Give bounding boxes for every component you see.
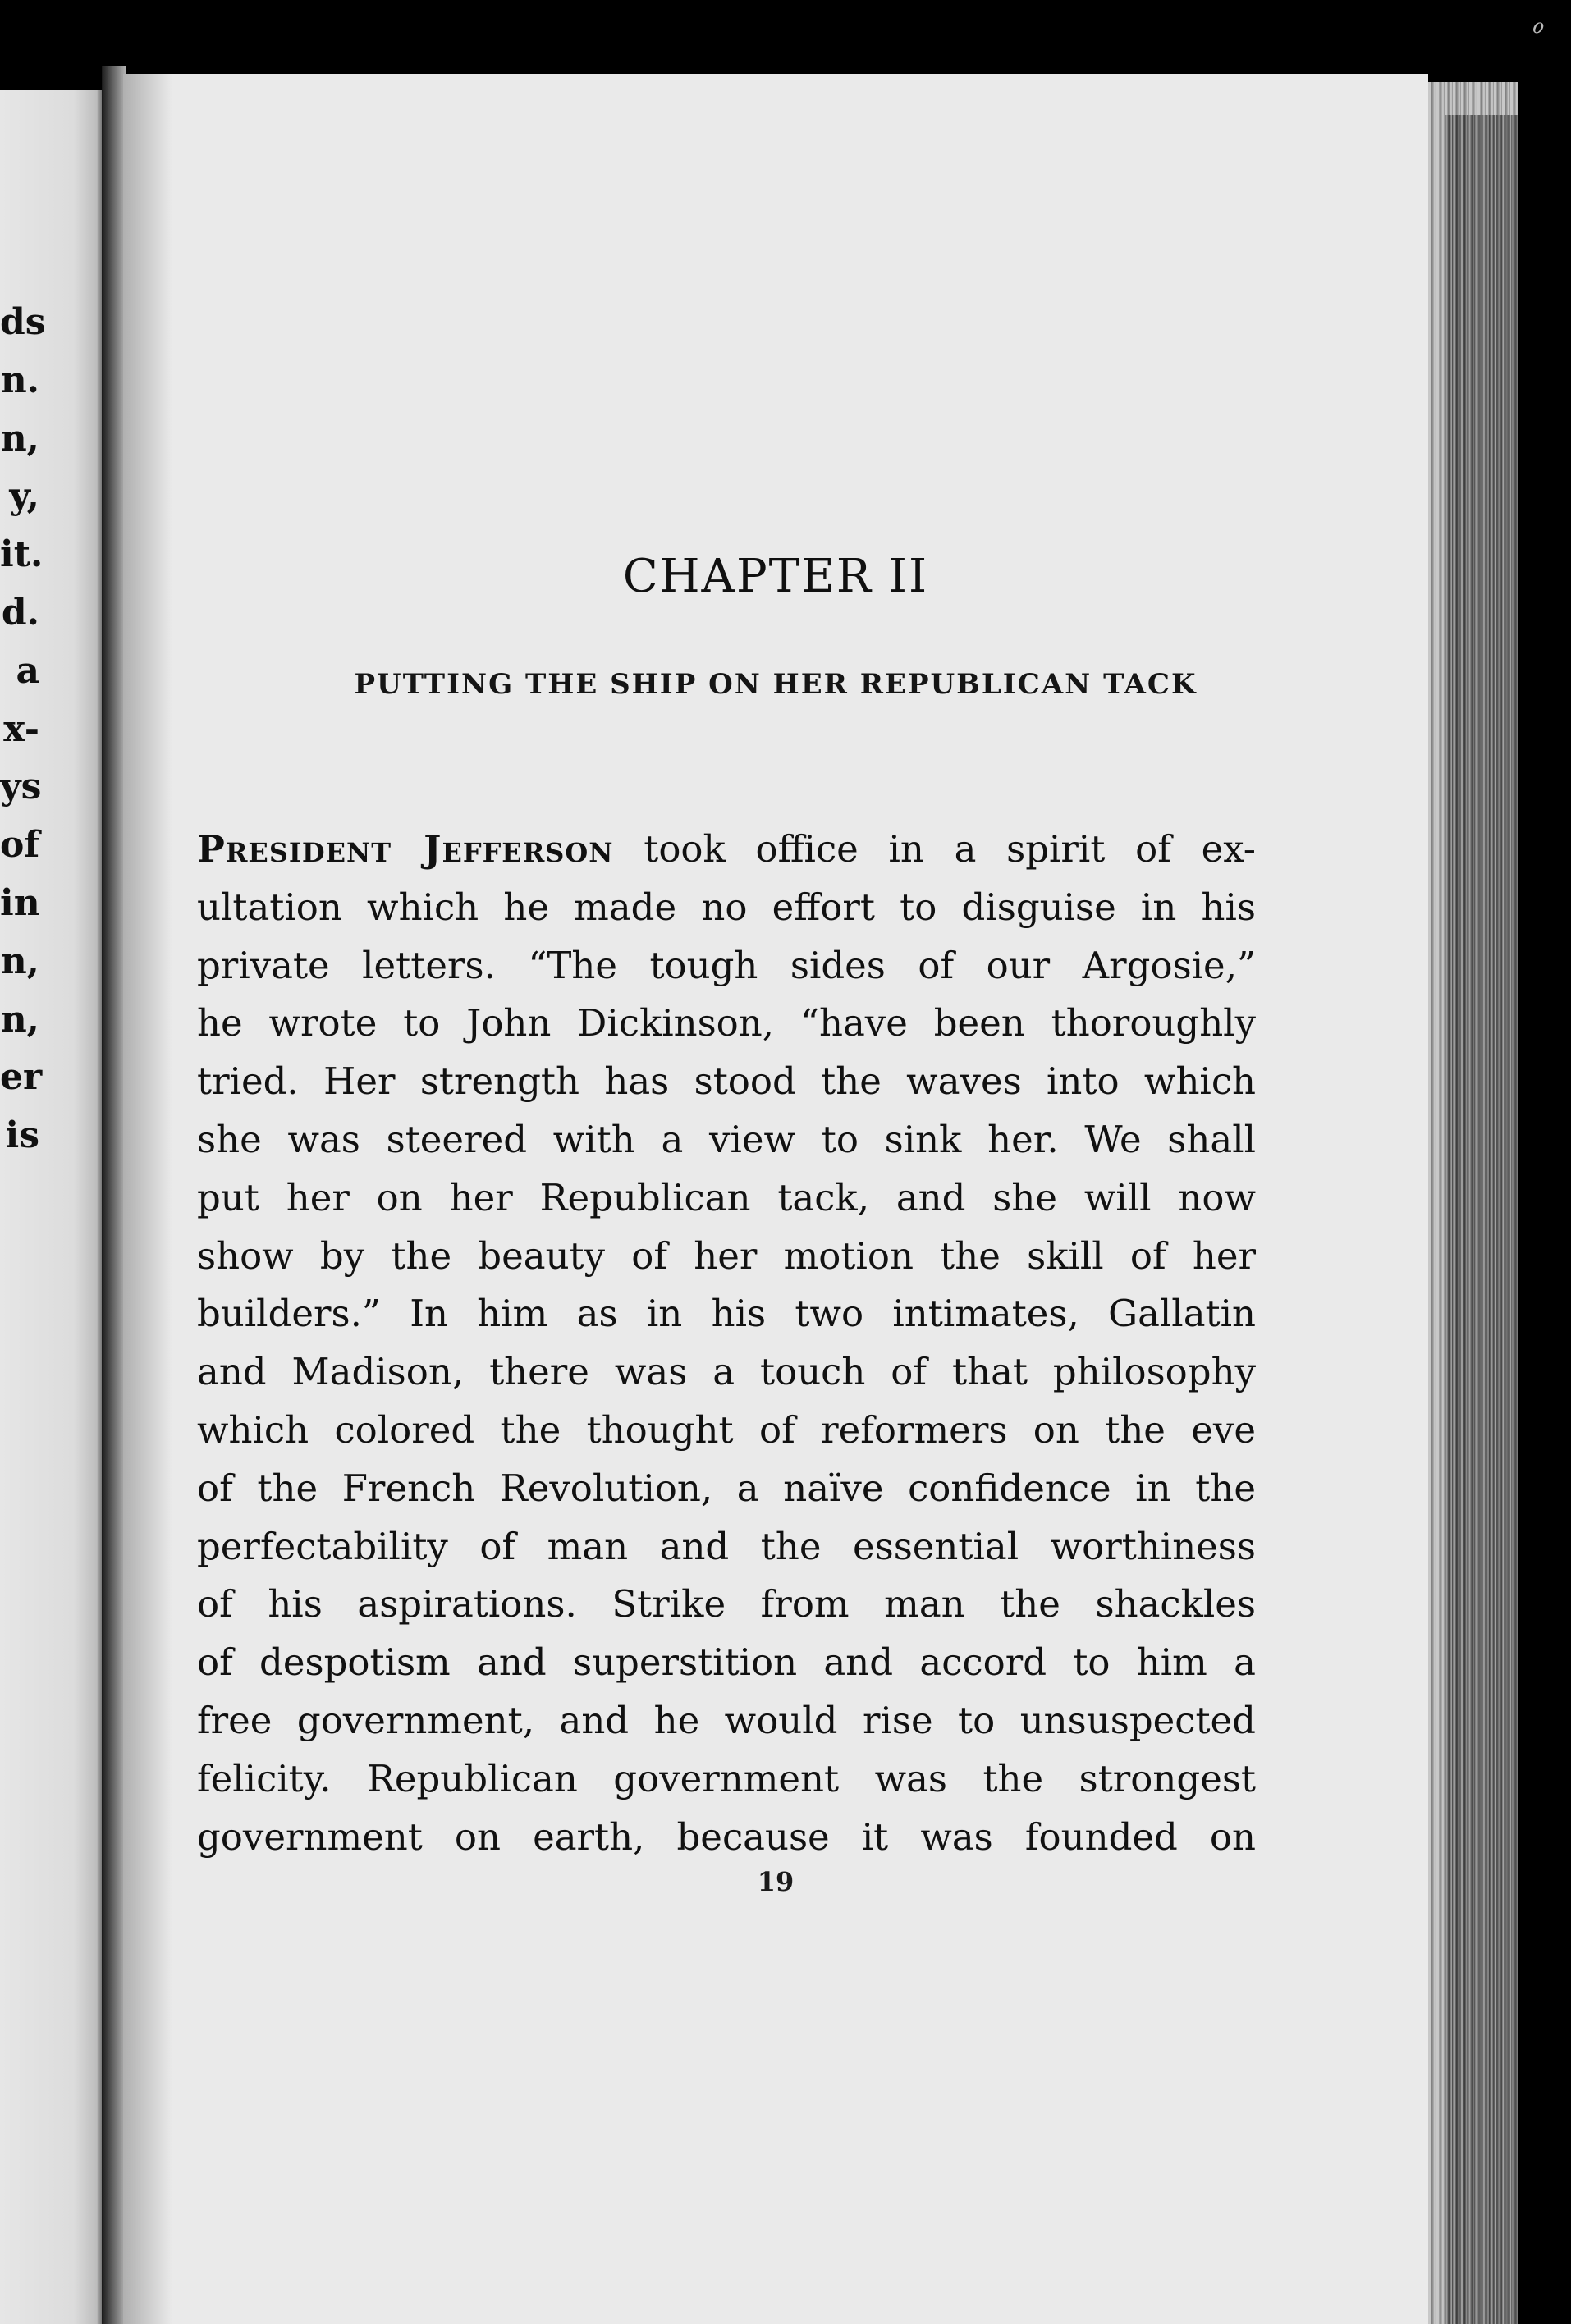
- text-line: of despotism and superstition and accord to him a: [197, 1640, 1256, 1685]
- page-binding-shadow: [123, 74, 172, 2324]
- text-line: of the French Revolution, a naïve confidence in the: [197, 1466, 1256, 1510]
- left-fragment: n,: [0, 998, 39, 1041]
- chapter-heading: CHAPTER II: [622, 550, 929, 603]
- text-line: free government, and he would rise to unsuspected: [197, 1698, 1256, 1742]
- left-fragment: is: [5, 1114, 39, 1157]
- left-fragment: in: [0, 881, 40, 924]
- left-fragment: n.: [0, 359, 39, 401]
- main-page: [123, 74, 1428, 2324]
- left-fragment: ys: [0, 766, 42, 808]
- left-fragment: x-: [3, 707, 39, 750]
- text-line: ultation which he made no effort to disguise in his: [197, 885, 1256, 929]
- text-line: and Madison, there was a touch of that philosophy: [197, 1350, 1256, 1394]
- text-line: [197, 821, 1256, 879]
- text-line: show by the beauty of her motion the skill of her: [197, 1233, 1256, 1278]
- left-fragment: of: [0, 824, 40, 867]
- body-text: [197, 821, 1256, 1866]
- left-fragment: n,: [0, 940, 39, 982]
- text-line: tried. Her strength has stood the waves into which: [197, 1059, 1256, 1104]
- left-fragment: y,: [9, 475, 39, 518]
- text-line: which colored the thought of reformers on the eve: [197, 1407, 1256, 1452]
- left-fragment: n,: [0, 417, 39, 460]
- left-page-text-fragments: [0, 294, 46, 1165]
- left-fragment: it.: [0, 533, 44, 576]
- text-line: perfectability of man and the essential worthiness: [197, 1524, 1256, 1568]
- text-line: builders.” In him as in his two intimates, Gallatin: [197, 1292, 1256, 1336]
- text-line: he wrote to John Dickinson, “have been thoroughly: [197, 1001, 1256, 1045]
- text-line: put her on her Republican tack, and she will now: [197, 1175, 1256, 1219]
- text-line: of his aspirations. Strike from man the shackles: [197, 1582, 1256, 1626]
- corner-mark: ℴ: [1531, 8, 1543, 39]
- chapter-subtitle: PUTTING THE SHIP ON HER REPUBLICAN TACK: [354, 668, 1198, 701]
- page-edges-shadow: [1445, 115, 1518, 2324]
- left-fragment: ds: [0, 301, 46, 343]
- opening-words: President Jefferson: [197, 827, 614, 871]
- left-fragment: er: [0, 1056, 43, 1099]
- left-fragment: d.: [1, 591, 39, 634]
- text-line: private letters. “The tough sides of our Argosie,”: [197, 943, 1256, 987]
- page-number: 19: [757, 1866, 795, 1897]
- text-line: she was steered with a view to sink her. We shall: [197, 1117, 1256, 1161]
- text-line: government on earth, because it was founded on: [197, 1814, 1256, 1859]
- left-fragment: a: [16, 649, 39, 692]
- text-line: felicity. Republican government was the strongest: [197, 1756, 1256, 1800]
- text-line-rest: took office in a spirit of ex-: [613, 827, 1257, 871]
